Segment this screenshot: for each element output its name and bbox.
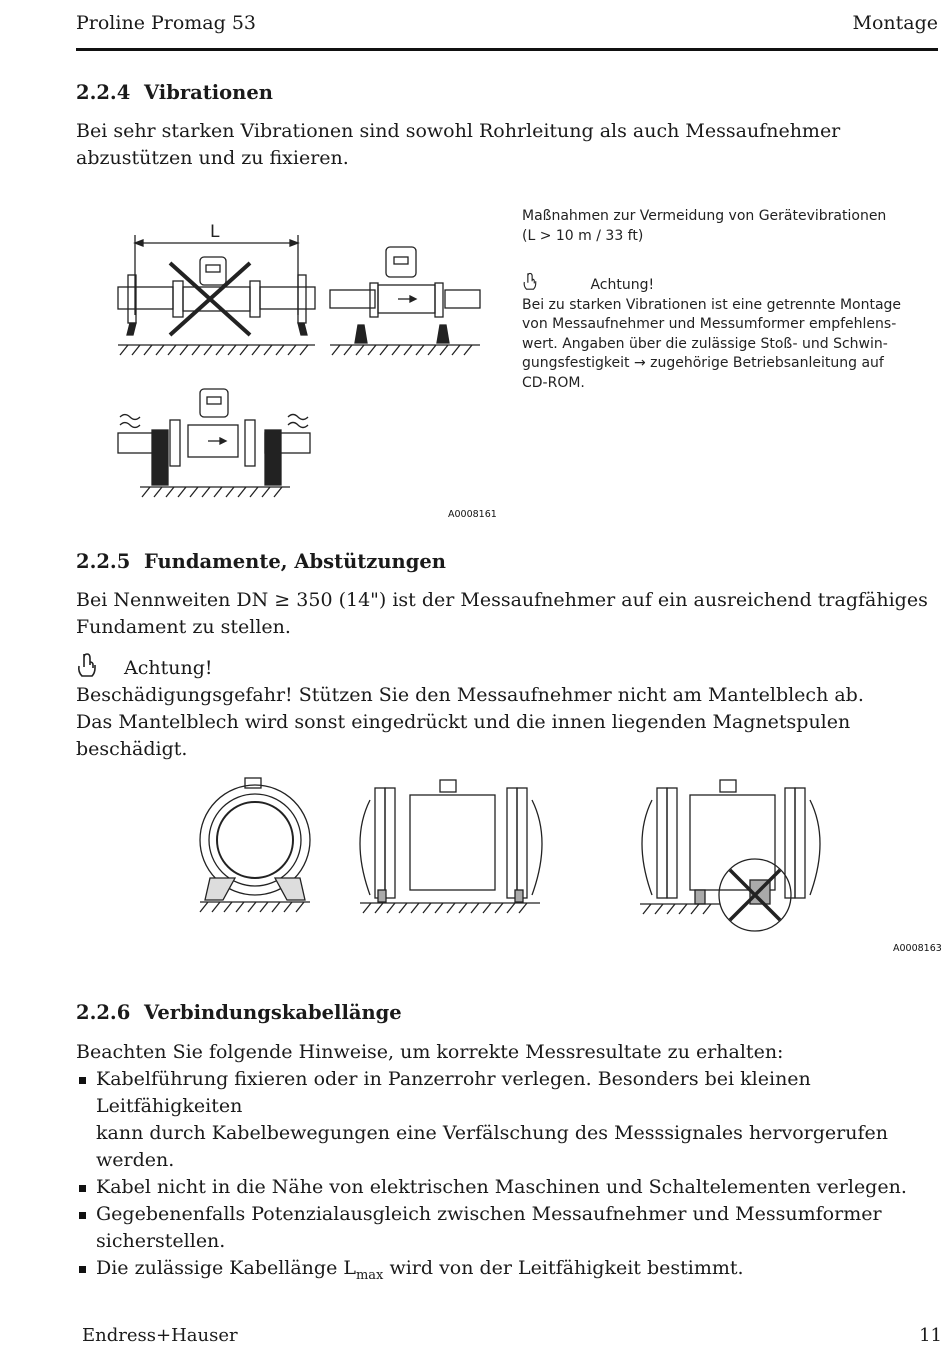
warning-fundamente: Achtung! Beschädigungsgefahr! Stützen Sie den Messaufnehmer nicht am Mantelblech ab. Das Mantelblech wird sonst eingedrückt und die innen liegenden Magnetspulen beschädigt. (76, 652, 938, 763)
warn-line: CD-ROM. (522, 374, 585, 391)
paragraph-hinweise: Beachten Sie folgende Hinweise, um korrekte Messresultate zu erhalten: (76, 1041, 784, 1063)
figure-id: A0008161 (448, 509, 497, 520)
dimension-label: L (210, 222, 220, 242)
page-number: 11 (919, 1325, 942, 1346)
warn-line: von Messaufnehmer und Messumformer empfehlens- (522, 316, 897, 332)
warn-line: wert. Angaben über die zulässige Stoß- und Schwin- (522, 335, 888, 352)
figure-caption: Maßnahmen zur Vermeidung von Gerätevibrationen (L > 10 m / 33 ft) (522, 208, 887, 244)
list-item: Gegebenenfalls Potenzialausgleich zwischen Messaufnehmer und Messumformer sicherstellen. (76, 1201, 938, 1255)
foundation-figure (195, 770, 835, 940)
bullet-list (76, 1066, 938, 1289)
header-rule (76, 48, 938, 51)
heading-2-2-5: 2.2.5 Fundamente, Abstützungen (76, 550, 446, 573)
achtung-label: Achtung! (590, 277, 655, 293)
figure-id: A0008163 (893, 943, 942, 954)
achtung-label: Achtung! (124, 657, 213, 679)
figure-warning (522, 272, 922, 393)
heading-2-2-4: 2.2.4 Vibrationen (76, 81, 273, 104)
hand-warning-icon (76, 652, 98, 680)
footer-brand: Endress+Hauser (82, 1325, 238, 1346)
list-item: Die zulässige Kabellänge $L_{max}$ wird von der Leitfähigkeit bestimmt. (76, 1255, 938, 1289)
header-left: Proline Promag 53 (76, 12, 257, 34)
warn-line: Bei zu starken Vibrationen ist eine getrennte Montage (522, 296, 902, 313)
vibration-figure (110, 205, 510, 525)
paragraph-fundamente: Bei Nennweiten DN ≥ 350 (14") ist der Messaufnehmer auf ein ausreichend tragfähiges Fundament zu stellen. (76, 589, 928, 638)
warn-line: gungsfestigkeit → zugehörige Betriebsanleitung auf (522, 355, 884, 371)
heading-2-2-6: 2.2.6 Verbindungskabellänge (76, 1001, 402, 1024)
list-item: Kabelführung fixieren oder in Panzerrohr verlegen. Besonders bei kleinen Leitfähigkeiten kann durch Kabelbewegungen eine Verfälschung des Messsignales hervorgerufen werden. (76, 1066, 938, 1174)
paragraph-vibrationen: Bei sehr starken Vibrationen sind sowohl Rohrleitung als auch Messaufnehmer abzustützen und zu fixieren. (76, 120, 841, 169)
list-item: Kabel nicht in die Nähe von elektrischen Maschinen und Schaltelementen verlegen. (76, 1174, 938, 1201)
hand-warning-icon (522, 272, 538, 292)
header-right: Montage (852, 12, 938, 34)
